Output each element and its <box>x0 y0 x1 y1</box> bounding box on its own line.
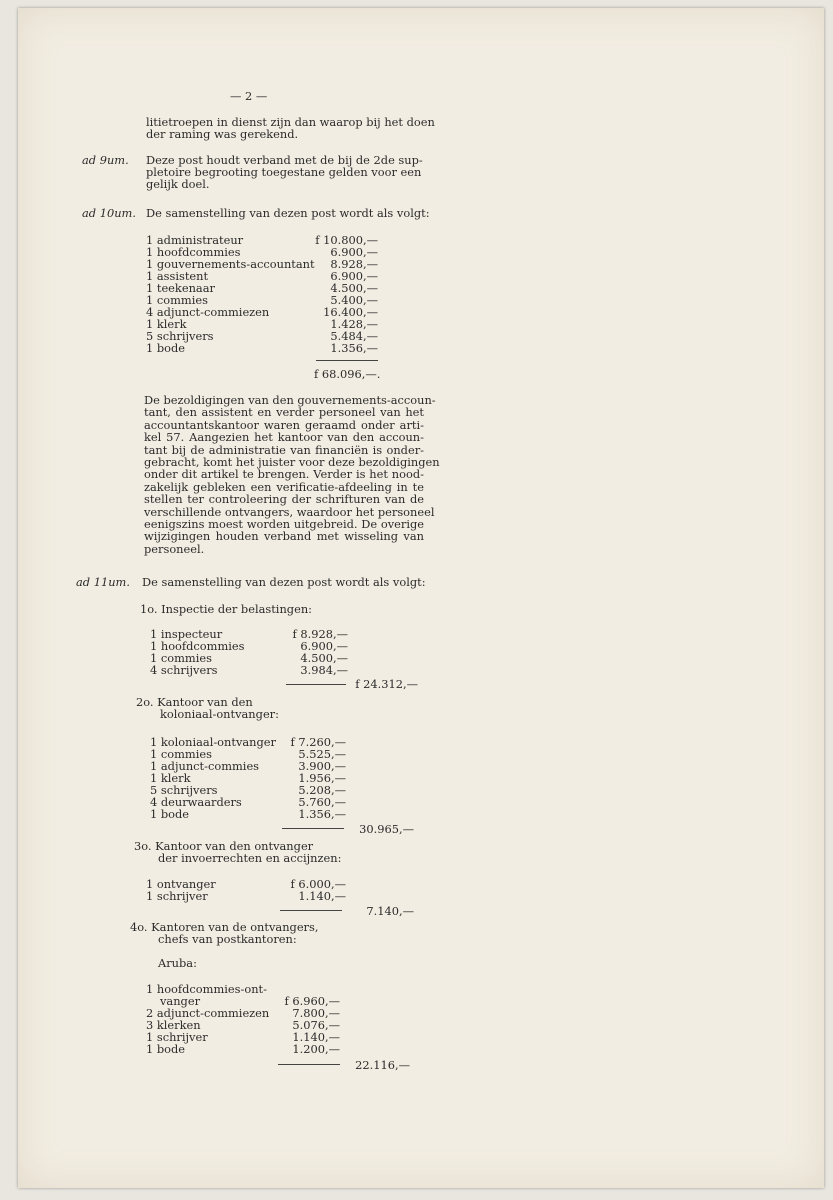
section-title: 4o. Kantoren van de ontvangers, <box>130 920 319 934</box>
ad10-row-desc: 1 teekenaar <box>146 281 215 295</box>
document-page <box>18 8 824 1188</box>
section-row-amount: 3.984,— <box>300 663 348 677</box>
section-row-desc: 1 schrijver <box>146 1030 208 1044</box>
ad10-row-desc: 1 assistent <box>146 269 209 283</box>
section-subtotal: f 24.312,— <box>355 677 418 691</box>
paragraph-line: verschillende ontvangers, waardoor het personeel <box>144 504 435 519</box>
ad10-row-desc: 1 administrateur <box>146 233 244 247</box>
section-row-amount: 5.076,— <box>292 1018 340 1032</box>
paragraph-line: accountantskantoor waren geraamd onder arti- <box>144 417 424 432</box>
ad10-row-desc: 5 schrijvers <box>146 329 214 343</box>
section-row-desc: 5 schrijvers <box>150 783 218 797</box>
ad10-row-amount: 6.900,— <box>330 245 378 259</box>
section-title: koloniaal-ontvanger: <box>160 707 279 721</box>
section-row-desc: 1 hoofdcommies-ont- <box>146 982 267 996</box>
ad11-intro: De samenstelling van dezen post wordt als volgt: <box>142 575 426 589</box>
section-row-amount: 5.760,— <box>298 795 346 809</box>
ad10-row-amount: 6.900,— <box>330 269 378 283</box>
section-row-amount: f 8.928,— <box>292 627 348 641</box>
ad10-row-amount: 1.428,— <box>330 317 378 331</box>
section-row-desc: 1 adjunct-commies <box>150 759 260 773</box>
section-row-amount: 1.956,— <box>298 771 346 785</box>
ad10-row-amount: 4.500,— <box>330 281 378 295</box>
section-row-amount: 1.140,— <box>298 889 346 903</box>
section-row-desc: 1 bode <box>150 807 190 821</box>
intro-line-2: der raming was gerekend. <box>146 127 299 141</box>
paragraph-line: personeel. <box>144 541 205 556</box>
ad10-total: f 68.096,—. <box>314 367 381 381</box>
section-row-desc: 2 adjunct-commiezen <box>146 1006 270 1020</box>
section-row-desc: 1 bode <box>146 1042 186 1056</box>
section-row-amount: 1.140,— <box>292 1030 340 1044</box>
section-title: 2o. Kantoor van den <box>136 695 253 709</box>
section-row-desc: 4 deurwaarders <box>150 795 242 809</box>
section-row-desc: 3 klerken <box>146 1018 201 1032</box>
section-subtotal: 7.140,— <box>366 904 414 918</box>
section-row-desc: 1 hoofdcommies <box>150 639 245 653</box>
ad11-label: ad 11um. <box>76 575 130 589</box>
ad10-paragraph <box>144 393 440 556</box>
section-row-amount: f 6.000,— <box>290 877 346 891</box>
section-title: chefs van postkantoren: <box>158 932 297 946</box>
section-title: der invoerrechten en accijnzen: <box>158 851 342 865</box>
section-row-desc: 1 commies <box>150 651 212 665</box>
ad10-row-amount: 1.356,— <box>330 341 378 355</box>
section-row-amount: 6.900,— <box>300 639 348 653</box>
section-row-desc: 1 schrijver <box>146 889 208 903</box>
section-row-amount: f 6.960,— <box>284 994 340 1008</box>
section-subtotal: 30.965,— <box>359 822 414 836</box>
section-row-amount: f 7.260,— <box>290 735 346 749</box>
section-row-desc: 1 inspecteur <box>150 627 223 641</box>
intro-line-1: litietroepen in dienst zijn dan waarop bij het doen <box>146 115 435 129</box>
paragraph-line: eenigszins moest worden uitgebreid. De overige <box>144 517 424 532</box>
section-row-amount: 5.525,— <box>298 747 346 761</box>
paragraph-line: De bezoldigingen van den gouvernements-accoun- <box>144 393 436 407</box>
section-row-amount: 1.356,— <box>298 807 346 821</box>
paragraph-line: tant bij de administratie van financiën is onder- <box>144 442 424 457</box>
paragraph-line: kel 57. Aangezien het kantoor van den accoun- <box>144 430 424 445</box>
paragraph-line: zakelijk gebleken een verificatie-afdeeling in te <box>144 479 424 494</box>
ad9-line-2: pletoire begrooting toegestane gelden voor een <box>146 165 422 179</box>
ad9-line-1: Deze post houdt verband met de bij de 2de sup- <box>146 153 423 167</box>
ad10-row-desc: 1 commies <box>146 293 208 307</box>
ad10-row-amount: 16.400,— <box>323 305 378 319</box>
section-row-amount: 1.200,— <box>292 1042 340 1056</box>
section-row-desc: vanger <box>160 994 201 1008</box>
ad10-row-desc: 1 bode <box>146 341 186 355</box>
paragraph-line: tant, den assistent en verder personeel van het <box>144 405 424 420</box>
ad10-row-amount: f 10.800,— <box>315 233 378 247</box>
ad10-row-desc: 1 gouvernements-accountant <box>146 257 315 271</box>
section-title: 3o. Kantoor van den ontvanger <box>134 839 314 853</box>
section-row-amount: 3.900,— <box>298 759 346 773</box>
section-row-desc: 1 ontvanger <box>146 877 216 891</box>
section-row-desc: 1 commies <box>150 747 212 761</box>
ad10-row-desc: 1 klerk <box>146 317 187 331</box>
section-row-amount: 4.500,— <box>300 651 348 665</box>
ad10-row-amount: 8.928,— <box>330 257 378 271</box>
paragraph-line: wijzigingen houden verband met wisseling van <box>144 529 424 544</box>
section-subtotal: 22.116,— <box>355 1058 410 1072</box>
section-title: 1o. Inspectie der belastingen: <box>140 602 312 616</box>
ad10-row-desc: 1 hoofdcommies <box>146 245 241 259</box>
section-row-amount: 7.800,— <box>292 1006 340 1020</box>
section-row-desc: 4 schrijvers <box>150 663 218 677</box>
paragraph-line: stellen ter controleering der schrifturen van de <box>144 492 424 507</box>
section-subheading: Aruba: <box>158 956 197 970</box>
page-number: — 2 — <box>230 89 268 103</box>
ad10-intro: De samenstelling van dezen post wordt als volgt: <box>146 206 430 220</box>
ad10-label: ad 10um. <box>82 206 136 220</box>
sum-rule <box>316 360 378 361</box>
ad9-label: ad 9um. <box>82 153 129 167</box>
section-row-desc: 1 koloniaal-ontvanger <box>150 735 276 749</box>
ad10-row-desc: 4 adjunct-commiezen <box>146 305 270 319</box>
paragraph-line: onder dit artikel te brengen. Verder is het nood- <box>144 467 424 482</box>
section-row-desc: 1 klerk <box>150 771 191 785</box>
paragraph-line: gebracht, komt het juister voor deze bezoldigingen <box>144 455 440 470</box>
ad10-row-amount: 5.400,— <box>330 293 378 307</box>
ad9-line-3: gelijk doel. <box>146 177 210 191</box>
section-row-amount: 5.208,— <box>298 783 346 797</box>
ad10-row-amount: 5.484,— <box>330 329 378 343</box>
